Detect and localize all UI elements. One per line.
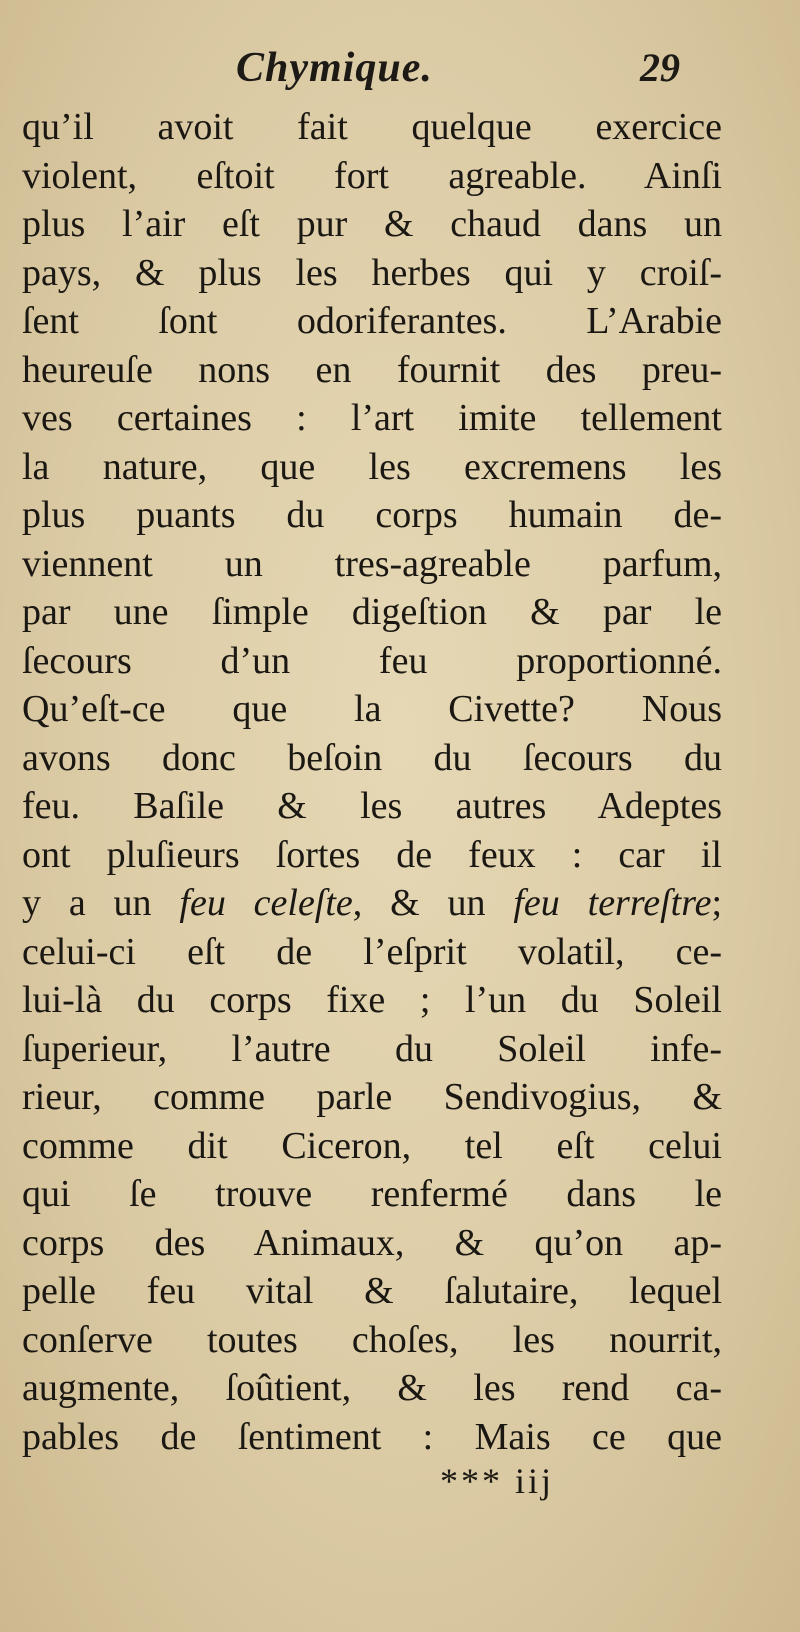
italic-term-feu-celeste: feu celeſte xyxy=(179,882,353,924)
text-line: ſuperieur, l’autre du Soleil infe- xyxy=(22,1027,722,1070)
text-line: feu. Baſile & les autres Adeptes xyxy=(22,785,722,827)
text-line: celui-ci eſt de l’eſprit volatil, ce- xyxy=(22,930,722,973)
text-line: rieur, comme parle Sendivogius, & xyxy=(22,1076,722,1118)
text-line: viennent un tres-agreable parfum, xyxy=(22,542,722,585)
text-line: ont pluſieurs ſortes de feux : car il xyxy=(22,833,722,876)
page-number: 29 xyxy=(640,45,680,90)
text-line: pelle feu vital & ſalutaire, lequel xyxy=(22,1270,722,1312)
signature-mark: *** iij xyxy=(440,1461,555,1501)
italic-term-feu-terrestre: feu terreſtre xyxy=(513,882,712,924)
text-line: heureuſe nons en fournit des preu- xyxy=(22,348,722,391)
text-line: plus l’air eſt pur & chaud dans un xyxy=(22,203,722,245)
text-line: qu’il avoit fait quelque exercice xyxy=(22,106,722,148)
text-line: pables de ſentiment : Mais ce que xyxy=(22,1415,722,1458)
text-line: conſerve toutes choſes, les nourrit, xyxy=(22,1318,722,1361)
text-line: ves certaines : l’art imite tellement xyxy=(22,397,722,439)
page-footer xyxy=(0,1460,800,1520)
text-line: la nature, que les excremens les xyxy=(22,445,722,488)
text-segment: y a un xyxy=(22,882,152,924)
text-line: violent, eſtoit fort agreable. Ainſi xyxy=(22,154,722,197)
text-line: comme dit Ciceron, tel eſt celui xyxy=(22,1124,722,1167)
text-line: Qu’eſt-ce que la Civette? Nous xyxy=(22,688,722,730)
text-line: avons donc beſoin du ſecours du xyxy=(22,736,722,779)
text-segment: , & un xyxy=(352,882,486,924)
body-text xyxy=(22,103,722,1461)
text-line: qui ſe trouve renfermé dans le xyxy=(22,1173,722,1215)
text-line: augmente, ſoûtient, & les rend ca- xyxy=(22,1367,722,1409)
text-segment: ; xyxy=(711,882,723,924)
text-line: ſent ſont odoriferantes. L’Arabie xyxy=(22,300,722,342)
running-title: Chymique. xyxy=(236,45,433,91)
text-line: pays, & plus les herbes qui y croiſ- xyxy=(22,251,722,294)
text-line: lui-là du corps fixe ; l’un du Soleil xyxy=(22,979,722,1021)
text-line: plus puants du corps humain de- xyxy=(22,494,722,536)
page-header xyxy=(0,40,800,100)
text-line: par une ſimple digeſtion & par le xyxy=(22,591,722,633)
text-line: ſecours d’un feu proportionné. xyxy=(22,639,722,682)
text-line: corps des Animaux, & qu’on ap- xyxy=(22,1221,722,1264)
text-line-mixed xyxy=(22,879,722,928)
